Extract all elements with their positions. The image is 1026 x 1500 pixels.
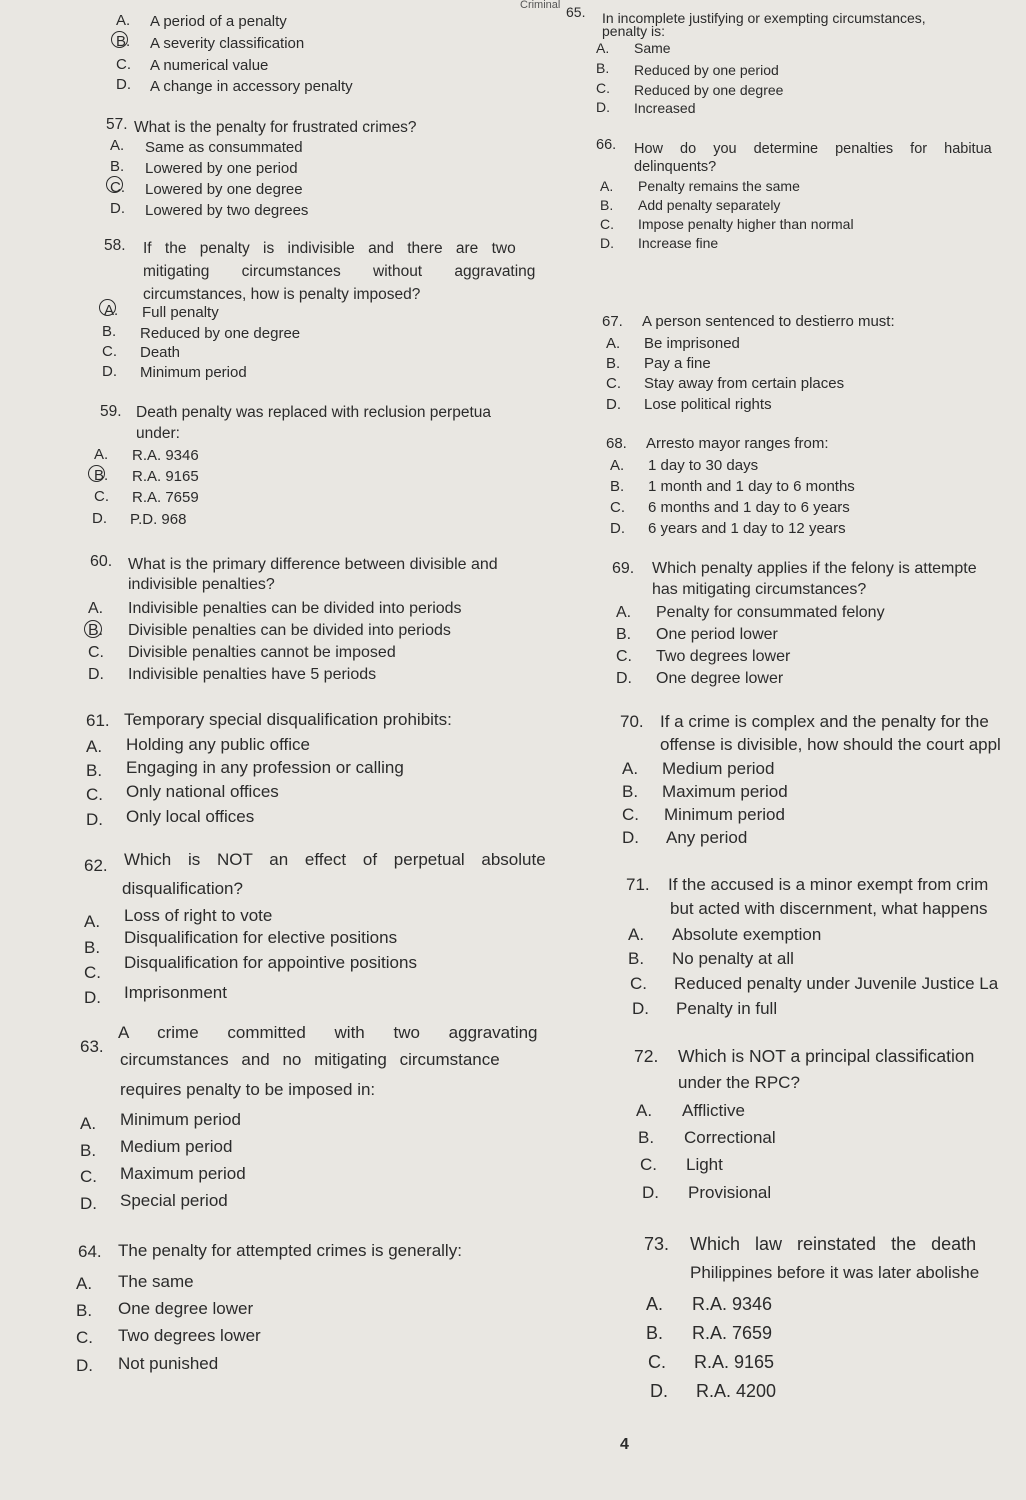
option-letter: B. xyxy=(628,949,645,968)
option-text[interactable]: P.D. 968 xyxy=(130,511,187,528)
option-letter: D. xyxy=(600,235,614,251)
option-text[interactable]: Disqualification for elective positions xyxy=(124,928,398,947)
question-number: 64. xyxy=(78,1242,102,1261)
option-letter: D. xyxy=(116,76,131,93)
option-text[interactable]: Two degrees lower xyxy=(656,648,791,665)
option-text[interactable]: Add penalty separately xyxy=(638,197,781,213)
question-number: 68. xyxy=(606,435,627,452)
option-text[interactable]: Special period xyxy=(120,1191,228,1210)
option-letter: A. xyxy=(616,604,632,621)
option-letter: B. xyxy=(596,60,610,76)
option-text[interactable]: Full penalty xyxy=(142,304,219,321)
option-letter: A. xyxy=(622,759,639,778)
question-text-line: Philippines before it was later abolishe xyxy=(690,1263,980,1282)
option-text[interactable]: Absolute exemption xyxy=(672,925,822,944)
option-text[interactable]: R.A. 4200 xyxy=(696,1381,777,1401)
question-text-line: disqualification? xyxy=(122,879,243,898)
question-text-line: delinquents? xyxy=(634,159,717,175)
question-number: 71. xyxy=(626,875,650,894)
question-number: 67. xyxy=(602,313,623,330)
option-letter: D. xyxy=(84,988,101,1007)
question-text-line: circumstances and no mitigating circumstance xyxy=(120,1050,500,1069)
option-text[interactable]: Medium period xyxy=(662,759,775,778)
question-text: What is the penalty for frustrated crimes? xyxy=(134,119,417,136)
option-letter: A. xyxy=(86,737,103,756)
question-text-line: indivisible penalties? xyxy=(128,576,275,593)
option-text[interactable]: Same as consummated xyxy=(145,139,303,156)
option-text[interactable]: Correctional xyxy=(684,1128,776,1147)
question-text-line: penalty is: xyxy=(602,23,666,39)
question-text-line: under: xyxy=(136,425,180,442)
option-letter: A. xyxy=(628,925,645,944)
option-letter: C. xyxy=(116,56,131,73)
option-letter: A. xyxy=(84,912,101,931)
option-text[interactable]: A numerical value xyxy=(150,57,269,74)
option-text[interactable]: Divisible penalties can be divided into periods xyxy=(128,622,451,639)
option-text[interactable]: Reduced by one degree xyxy=(634,82,784,98)
option-letter: D. xyxy=(622,828,639,847)
question-number: 70. xyxy=(620,712,644,731)
option-letter: B. xyxy=(80,1141,97,1160)
question-text: A person sentenced to destierro must: xyxy=(642,313,895,330)
option-text[interactable]: Imprisonment xyxy=(124,983,227,1002)
option-letter: B. xyxy=(600,197,614,213)
option-letter: D. xyxy=(610,520,625,537)
option-text[interactable]: Minimum period xyxy=(140,364,247,381)
option-text[interactable]: Disqualification for appointive positions xyxy=(124,953,417,972)
option-text[interactable]: 6 months and 1 day to 6 years xyxy=(648,499,850,516)
option-text[interactable]: 1 day to 30 days xyxy=(648,457,759,474)
option-text[interactable]: Penalty in full xyxy=(676,999,778,1018)
option-text[interactable]: 6 years and 1 day to 12 years xyxy=(648,520,846,537)
option-text[interactable]: One degree lower xyxy=(656,670,784,687)
option-text[interactable]: Not punished xyxy=(118,1354,219,1373)
option-letter: D. xyxy=(88,666,104,683)
question-number: 57. xyxy=(106,116,128,133)
option-letter: B. xyxy=(76,1301,93,1320)
option-text[interactable]: Any period xyxy=(666,828,748,847)
option-text[interactable]: A change in accessory penalty xyxy=(150,78,353,95)
question-text-line: requires penalty to be imposed in: xyxy=(120,1080,376,1099)
question-text-line: A crime committed with two aggravating xyxy=(118,1023,538,1042)
question-text-line: If the penalty is indivisible and there are two xyxy=(143,240,516,257)
option-letter: B. xyxy=(84,938,101,957)
option-letter: B. xyxy=(86,761,103,780)
option-letter: C. xyxy=(606,375,621,392)
option-letter: D. xyxy=(80,1194,97,1213)
question-text-line: under the RPC? xyxy=(678,1073,800,1092)
option-letter: C. xyxy=(600,216,614,232)
option-letter: D. xyxy=(92,510,107,527)
question-number: 62. xyxy=(84,856,108,875)
option-text[interactable]: Lowered by two degrees xyxy=(145,202,309,219)
question-text-line: Which penalty applies if the felony is attempte xyxy=(652,560,977,577)
option-letter: D. xyxy=(642,1183,659,1202)
option-text[interactable]: Maximum period xyxy=(120,1164,246,1183)
question-number: 65. xyxy=(566,4,586,20)
question-number: 69. xyxy=(612,560,635,577)
option-letter: B. xyxy=(616,626,632,643)
option-text[interactable]: Afflictive xyxy=(682,1101,745,1120)
option-text[interactable]: R.A. 9346 xyxy=(132,447,199,464)
option-text[interactable]: Minimum period xyxy=(664,805,785,824)
option-text[interactable]: Be imprisoned xyxy=(644,335,740,352)
option-letter: C. xyxy=(86,785,103,804)
option-letter: D. xyxy=(606,396,621,413)
question-text-line: What is the primary difference between divisible and xyxy=(128,556,498,573)
option-letter: B. xyxy=(638,1128,655,1147)
option-letter: D. xyxy=(616,670,632,687)
question-number: 60. xyxy=(90,553,113,570)
option-letter: B. xyxy=(102,323,117,340)
option-letter: C. xyxy=(616,648,632,665)
question-text-line: If a crime is complex and the penalty for the xyxy=(660,712,989,731)
option-text[interactable]: Reduced by one degree xyxy=(140,325,301,342)
option-text[interactable]: Maximum period xyxy=(662,782,788,801)
option-letter: C. xyxy=(84,963,101,982)
option-letter: B. xyxy=(622,782,639,801)
option-letter: B. xyxy=(110,158,125,175)
option-letter: A. xyxy=(88,600,104,617)
question-text-line: In incomplete justifying or exempting circumstances, xyxy=(602,10,926,26)
option-text[interactable]: Holding any public office xyxy=(126,735,310,754)
option-text[interactable]: Light xyxy=(686,1155,723,1174)
option-text[interactable]: R.A. 7659 xyxy=(692,1323,773,1343)
option-letter: C. xyxy=(102,343,117,360)
option-letter: B. xyxy=(610,478,625,495)
option-text[interactable]: Increased xyxy=(634,100,696,116)
option-text[interactable]: Medium period xyxy=(120,1137,233,1156)
option-text[interactable]: R.A. 9165 xyxy=(694,1352,775,1372)
option-text[interactable]: A period of a penalty xyxy=(150,13,287,30)
option-letter: A. xyxy=(116,12,131,29)
question-text-line: mitigating circumstances without aggravating xyxy=(143,263,536,280)
question-number: 61. xyxy=(86,711,110,730)
option-letter: A. xyxy=(600,178,614,194)
option-text[interactable]: One period lower xyxy=(656,626,778,643)
question-text-line: Which law reinstated the death xyxy=(690,1234,977,1254)
option-text[interactable]: Pay a fine xyxy=(644,355,711,372)
option-text[interactable]: Loss of right to vote xyxy=(124,906,273,925)
option-letter: C. xyxy=(76,1328,93,1347)
option-text[interactable]: Stay away from certain places xyxy=(644,375,845,392)
option-letter: B. xyxy=(94,467,109,484)
option-text[interactable]: Penalty remains the same xyxy=(638,178,800,194)
option-text[interactable]: R.A. 9346 xyxy=(692,1294,773,1314)
question-text-line: Death penalty was replaced with reclusion perpetua xyxy=(136,404,491,421)
question-text-line: Which is NOT an effect of perpetual absolute xyxy=(124,850,546,869)
option-text[interactable]: 1 month and 1 day to 6 months xyxy=(648,478,855,495)
option-letter: C. xyxy=(94,488,109,505)
option-text[interactable]: Lowered by one period xyxy=(145,160,298,177)
option-letter: D. xyxy=(86,810,103,829)
option-text[interactable]: No penalty at all xyxy=(672,949,794,968)
option-text[interactable]: R.A. 9165 xyxy=(132,468,199,485)
option-letter: D. xyxy=(596,99,610,115)
option-letter: C. xyxy=(630,974,647,993)
question-number: 72. xyxy=(634,1046,659,1066)
option-letter: B. xyxy=(88,622,104,639)
option-letter: C. xyxy=(648,1352,666,1372)
option-text[interactable]: Indivisible penalties have 5 periods xyxy=(128,666,377,683)
option-letter: A. xyxy=(646,1294,664,1314)
question-text-line: If the accused is a minor exempt from crim xyxy=(668,875,989,894)
option-letter: C. xyxy=(610,499,625,516)
option-text[interactable]: Reduced penalty under Juvenile Justice La xyxy=(674,974,999,993)
option-letter: C. xyxy=(80,1167,97,1186)
option-text[interactable]: Same xyxy=(634,40,671,56)
option-text[interactable]: Reduced by one period xyxy=(634,62,779,78)
option-letter: C. xyxy=(88,644,104,661)
option-letter: A. xyxy=(596,40,610,56)
option-text[interactable]: Provisional xyxy=(688,1183,772,1202)
question-text: The penalty for attempted crimes is generally: xyxy=(118,1241,462,1260)
question-text-line: has mitigating circumstances? xyxy=(652,581,867,598)
option-text[interactable]: Penalty for consummated felony xyxy=(656,604,885,621)
option-letter: B. xyxy=(606,355,621,372)
question-number: 63. xyxy=(80,1037,104,1056)
question-number: 58. xyxy=(104,237,126,254)
option-text[interactable]: R.A. 7659 xyxy=(132,489,199,506)
option-letter: A. xyxy=(76,1274,93,1293)
question-text-line: circumstances, how is penalty imposed? xyxy=(143,286,421,303)
option-text[interactable]: One degree lower xyxy=(118,1299,254,1318)
option-letter: B. xyxy=(116,33,131,50)
option-letter: B. xyxy=(646,1323,664,1343)
question-text: Temporary special disqualification prohibits: xyxy=(124,710,452,729)
option-letter: C. xyxy=(596,80,610,96)
option-letter: C. xyxy=(110,179,125,196)
option-letter: C. xyxy=(622,805,639,824)
option-text[interactable]: Only national offices xyxy=(126,782,279,801)
question-text-line: How do you determine penalties for habitua xyxy=(634,141,992,157)
option-text[interactable]: Impose penalty higher than normal xyxy=(638,216,854,232)
question-text: Arresto mayor ranges from: xyxy=(646,435,829,452)
header-fragment: Criminal xyxy=(520,0,561,11)
option-text[interactable]: Divisible penalties cannot be imposed xyxy=(128,644,396,661)
option-text[interactable]: Only local offices xyxy=(126,807,255,826)
option-letter: D. xyxy=(632,999,649,1018)
page-number: 4 xyxy=(620,1436,629,1453)
option-text[interactable]: A severity classification xyxy=(150,35,305,52)
option-letter: D. xyxy=(102,363,117,380)
question-text-line: but acted with discernment, what happens xyxy=(670,899,988,918)
option-letter: C. xyxy=(640,1155,657,1174)
option-letter: A. xyxy=(104,302,119,319)
question-number: 66. xyxy=(596,137,617,153)
option-letter: D. xyxy=(110,200,125,217)
option-text[interactable]: Minimum period xyxy=(120,1110,241,1129)
option-letter: D. xyxy=(76,1356,93,1375)
question-text-line: offense is divisible, how should the court appl xyxy=(660,735,1001,754)
option-letter: A. xyxy=(80,1114,97,1133)
option-text[interactable]: Increase fine xyxy=(638,235,719,251)
question-number: 59. xyxy=(100,403,122,420)
option-letter: A. xyxy=(110,137,125,154)
option-text[interactable]: Death xyxy=(140,344,181,361)
option-text[interactable]: Two degrees lower xyxy=(118,1326,261,1345)
option-text[interactable]: Lose political rights xyxy=(644,396,772,413)
option-letter: D. xyxy=(650,1381,668,1401)
option-letter: A. xyxy=(606,335,621,352)
question-number: 73. xyxy=(644,1234,670,1254)
option-text[interactable]: The same xyxy=(118,1272,194,1291)
option-text[interactable]: Indivisible penalties can be divided into periods xyxy=(128,600,462,617)
option-text[interactable]: Engaging in any profession or calling xyxy=(126,758,404,777)
option-letter: A. xyxy=(610,457,625,474)
option-letter: A. xyxy=(94,446,109,463)
option-letter: A. xyxy=(636,1101,653,1120)
option-text[interactable]: Lowered by one degree xyxy=(145,181,303,198)
question-text-line: Which is NOT a principal classification xyxy=(678,1046,975,1066)
